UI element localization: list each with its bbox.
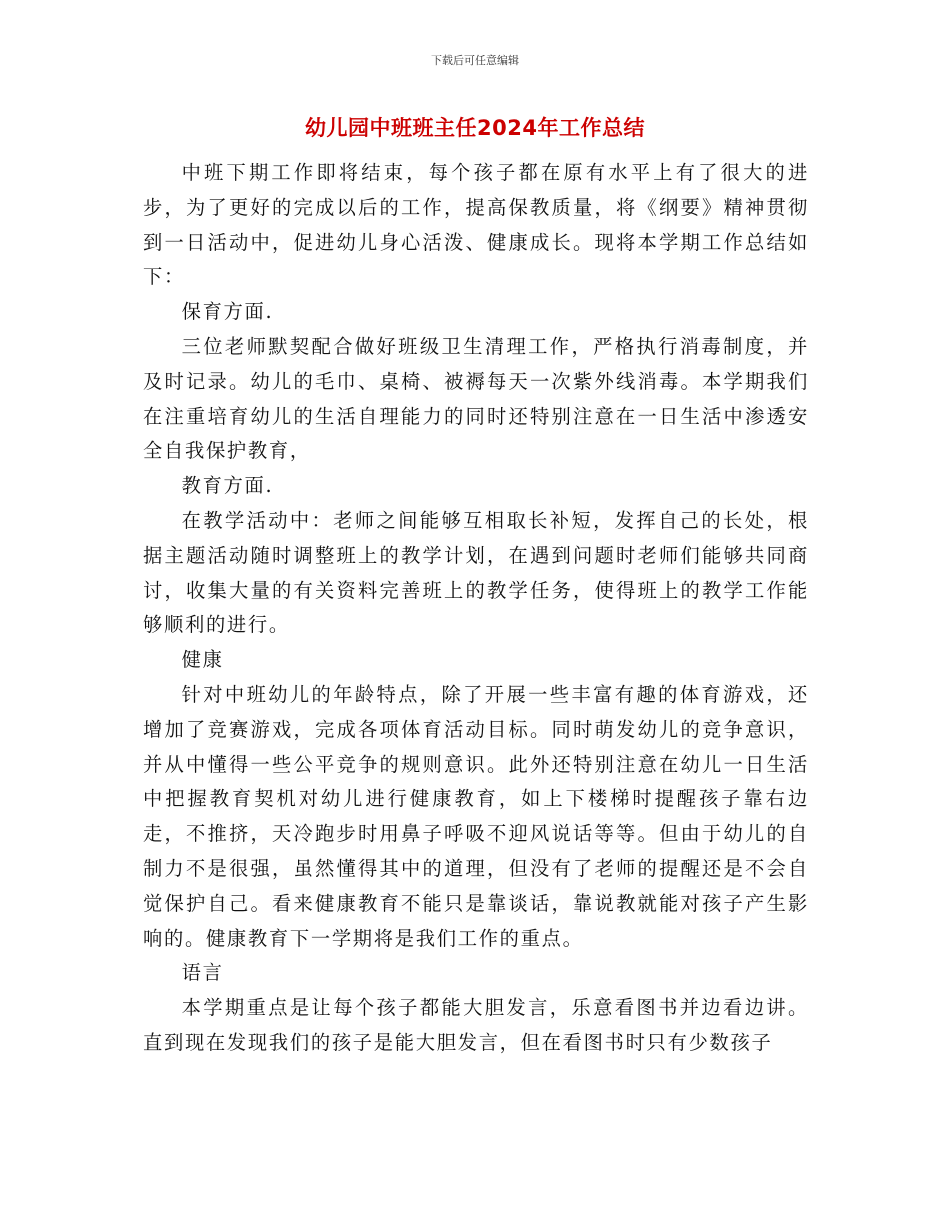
language-paragraph: 本学期重点是让每个孩子都能大胆发言，乐意看图书并边看边讲。直到现在发现我们的孩子是能大胆发言，但在看图书时只有少数孩子	[143, 996, 809, 1054]
section-heading-health: 健康	[181, 648, 224, 672]
header-note: 下载后可任意编辑	[431, 54, 519, 67]
document-body	[143, 156, 809, 1061]
care-paragraph: 三位老师默契配合做好班级卫生清理工作，严格执行消毒制度，并及时记录。幼儿的毛巾、桌椅、被褥每天一次紫外线消毒。本学期我们在注重培育幼儿的生活自理能力的同时还特别注意在一日生活中渗透安全自我保护教育，	[143, 334, 809, 463]
section-heading-education: 教育方面.	[181, 474, 274, 498]
section-heading-language: 语言	[181, 961, 224, 985]
section-heading-care: 保育方面.	[181, 300, 274, 324]
document-title: 幼儿园中班班主任2024年工作总结	[305, 116, 645, 140]
intro-paragraph: 中班下期工作即将结束，每个孩子都在原有水平上有了很大的进步，为了更好的完成以后的工作，提高保教质量，将《纲要》精神贯彻到一日活动中，促进幼儿身心活泼、健康成长。现将本学期工作总结如下：	[143, 161, 809, 289]
health-paragraph: 针对中班幼儿的年龄特点，除了开展一些丰富有趣的体育游戏，还增加了竞赛游戏，完成各项体育活动目标。同时萌发幼儿的竞争意识，并从中懂得一些公平竞争的规则意识。此外还特别注意在幼儿一日生活中把握教育契机对幼儿进行健康教育，如上下楼梯时提醒孩子靠右边走，不推挤，天冷跑步时用鼻子呼吸不迎风说话等等。但由于幼儿的自制力不是很强，虽然懂得其中的道理，但没有了老师的提醒还是不会自觉保护自己。看来健康教育不能只是靠谈话，靠说教就能对孩子产生影响的。健康教育下一学期将是我们工作的重点。	[143, 682, 809, 950]
education-paragraph: 在教学活动中：老师之间能够互相取长补短，发挥自己的长处，根据主题活动随时调整班上的教学计划，在遇到问题时老师们能够共同商讨，收集大量的有关资料完善班上的教学任务，使得班上的教学工作能够顺利的进行。	[143, 508, 809, 637]
